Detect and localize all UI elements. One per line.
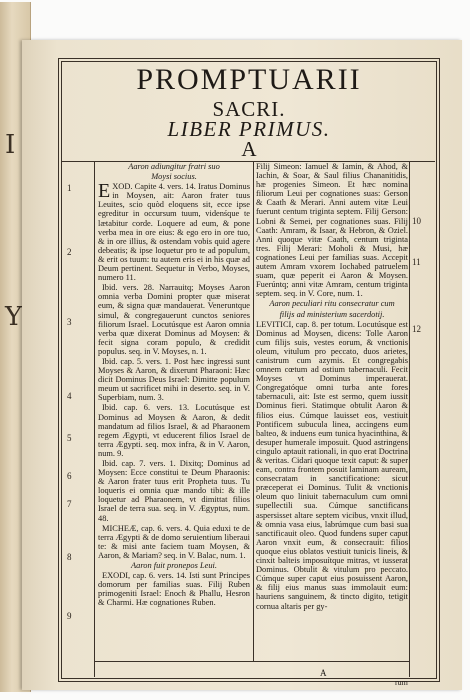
left-margin-rule <box>94 161 95 677</box>
section-heading: Aaron peculiari ritu consecratur cum <box>269 299 395 309</box>
text-paragraph: Ibid. cap. 7. vers. 1. Dixitq; Dominus ad Moysen: Ecce constitui te Deum Pharaonis: & Aaron frater tuus erit Propheta tuus. Tu loqueris ei omnia quæ mando tibi: & ille loquetur ad Pharaonem, vt dimittat filios Israel de terra sua. seq. in V. Ægyptus, num. 48. <box>98 459 250 523</box>
book-subtitle: SACRI. <box>212 97 286 121</box>
signature-mark: A <box>320 668 327 678</box>
margin-number-4: 4 <box>67 391 72 401</box>
margin-number-3: 3 <box>67 317 72 327</box>
margin-number-6: 6 <box>67 471 72 481</box>
margin-number-9: 9 <box>67 611 72 621</box>
right-margin-rule <box>409 161 410 677</box>
text-paragraph: Ibid. cap. 5. vers. 1. Post hæc ingressi sunt Moyses & Aaron, & dixerunt Pharaoni: Hæc dicit Dominus Deus Israel: Dimitte populum meum ut sacrificet mihi in deserto. seq. in V. Superbiam, num. 3. <box>98 356 250 403</box>
text-paragraph: EXODI, cap. 6. vers. 14. Isti sunt Principes domorum per familias suas. Filij Ruben primogeniti Israel: Enoch & Phallu, Hesron & Charmi. Hæ cognationes Ruben. <box>98 571 250 608</box>
text-paragraph: Filij Simeon: Iamuel & Iamin, & Ahod, & Iachin, & Soar, & Saul filius Chananitidis, hæ progenies Simeon. Et hæc nomina filiorum Leui per cognationes suas: Gerson & Caath & Merari. Anni autem vitæ Leui fuerunt centum triginta septem. Filij Gerson: Lobni & Semei, per cognationes suas. Filij Caath: Amram, & Isaar, & Hebron, & Oziel. Anni quoque vitæ Caath, centum triginta tres. Filij Merari: Moholi & Musi, hæ cognationes Leui per familias suas. Accepit autem Amram vxorem Iochabed patruelem suam, quæ peperit ei Aaron & Moysen. Fuerúntq; anni vitæ Amram, centum triginta septem. seq. in V. Core, num. 1. <box>256 162 408 299</box>
margin-number-2: 2 <box>67 247 72 257</box>
catchword: rum <box>395 678 408 687</box>
section-heading: Aaron fuit pronepos Leui. <box>131 561 217 571</box>
book-part-heading: LIBER PRIMUS. <box>167 117 331 141</box>
drop-cap-letter: E <box>98 180 111 203</box>
margin-number-8: 8 <box>67 552 72 562</box>
cover-spine-glyph-2: Y <box>5 302 23 332</box>
margin-number-10: 10 <box>412 216 421 226</box>
text-paragraph: Ibid. vers. 28. Narrauitq; Moyses Aaron omnia verba Domini propter quæ miserat eum, & signa quæ mandauerat. Veneruntque simul, & congregauerunt cunctos seniores filiorum Israel. Locutúsque est Aaron omnia verba quæ dixerat Dominus ad Moysen: & fecit signa coram populo, & credidit populus. seq. in V. Moyses, n. 1. <box>98 283 250 356</box>
margin-number-7: 7 <box>67 499 72 509</box>
section-letter: A <box>241 137 257 161</box>
margin-number-12: 12 <box>412 324 421 334</box>
text-paragraph: LEVITICI, cap. 8. per totum. Locutúsque est Dominus ad Moysen, dicens: Tolle Aaron cum filijs suis, vestes eorum, & vnctionis oleum, vitulum pro peccato, duos arietes, canistrum cum azymis. Et congregabis omnem cœtum ad ostium tabernaculi. Fecit Moyses vt Dominus imperauerat. Congregatóque omni turba ante fores tabernaculi, ait: Iste est sermo, quem iussit Dominus fieri. Statimque obtulit Aaron & filios eius. Cúmque lauisset eos, vestiuit Pontificem subucula linea, accingens eum balteo, & induens eum tunica hyacinthina, & desuper humerale imposuit. Quod astringens cingulo aptauit rationali, in quo erat Doctrina & veritas. Cidari quoque texit caput: & super eam, contra frontem posuit laminam auream, consecratam in sanctificatione: sicut præceperat ei Dominus. Tulit & vnctionis oleum quo liniuit tabernaculum cum omni supellectili sua. Cúmque sanctificans aspersisset altare septem vicibus, vnxit illud, & omnia vasa eius, labrúmque cum basi sua sanctificauit oleo. Quod fundens super caput Aaron vnxit eum, & consecrauit: filios quoque eius oblatos vestiuit tunicis lineis, & cinxit balteis imposuítque mitras, vt iusserat Dominus. Obtulit & vitulum pro peccato. Cúmque super caput eius posuissent Aaron, & filij eius manus suas immolauit eum: hauriens sanguinem, & tincto digito, tetigit cornua altaris per gy- <box>256 319 408 611</box>
text-paragraph: Ibid. cap. 6. vers. 13. Locutúsque est Dominus ad Moysen & Aaron, & dedit mandatum ad filios Israel, & ad Pharaonem regem Ægypti, vt educerent filios Israel de terra Ægypti. seq. mox infra, & in V. Aaron, num. 9. <box>98 403 250 458</box>
left-text-column <box>98 162 250 652</box>
cover-spine-glyph-1: I <box>5 130 16 160</box>
column-divider-rule <box>253 161 254 661</box>
margin-number-1: 1 <box>67 183 72 193</box>
section-heading: Aaron adiungitur fratri suo <box>128 162 220 171</box>
margin-number-11: 11 <box>412 257 421 267</box>
footer-rule <box>94 661 409 662</box>
text-paragraph <box>98 182 250 282</box>
margin-number-5: 5 <box>67 433 72 443</box>
right-text-column <box>256 162 408 652</box>
text-paragraph: MICHEÆ, cap. 6. vers. 4. Quia eduxi te de terra Ægypti & de domo seruientium liberaui te: & misi ante faciem tuam Moysen, & Aaron, & Mariam? seq. in V. Balac, num. 1. <box>98 523 250 560</box>
paragraph-text: XOD. Capite 4. vers. 14. Iratus Dominus in Moysen, ait: Aaron frater tuus Leuites, scio quòd eloquens sit, ecce ipse egreditur in occursum tuum, videnśque te lætabitur corde. Loquere ad eum, & pone verba mea in ore eius: & ego ero in ore tuo, & in ore illius, & ostendam vobis quid agere debeatis; & ipse loquetur pro te ad populum, & erit os tuum: tu autem eris ei in his quæ ad Deum pertinent. Sequetur in Verbo, Moyses, numero 11. <box>98 182 250 283</box>
book-title: PROMPTUARII <box>136 63 362 96</box>
section-heading: Moysi socius. <box>151 172 197 182</box>
section-heading: filijs ad ministerium sacerdotij. <box>279 309 385 319</box>
